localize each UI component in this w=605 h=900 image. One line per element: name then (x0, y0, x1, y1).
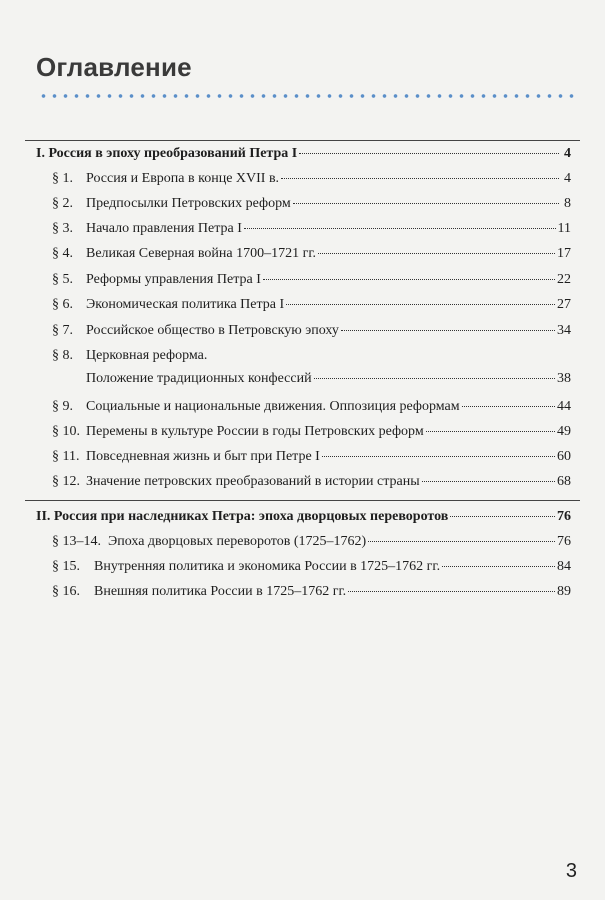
dot-leader (442, 566, 555, 567)
page-ref: 44 (557, 399, 571, 414)
page-ref: 68 (557, 474, 571, 489)
page-ref: 11 (557, 221, 571, 236)
page-ref: 8 (564, 196, 571, 211)
dot-leader (244, 228, 556, 229)
dot-leader (299, 153, 559, 154)
section-number: § 4. (52, 246, 73, 261)
toc-section-8-first-line[interactable] (52, 347, 207, 364)
section-number: § 8. (52, 348, 73, 363)
section-number: § 10. (52, 424, 80, 439)
toc-section-7[interactable] (52, 322, 571, 339)
section-title: Значение петровских преобразований в истории страны (86, 474, 420, 489)
dot-leader (450, 516, 555, 517)
page-title: Оглавление (36, 52, 192, 82)
toc-section-1[interactable] (52, 170, 571, 187)
section-title-continued: Положение традиционных конфессий (86, 371, 312, 386)
middle-rule (25, 500, 580, 501)
top-rule (25, 140, 580, 141)
page-ref: 38 (557, 371, 571, 386)
section-title: Великая Северная война 1700–1721 гг. (86, 246, 317, 261)
section-title: Предпосылки Петровских реформ (86, 196, 291, 211)
page-ref: 27 (557, 297, 571, 312)
section-title: Эпоха дворцовых переворотов (1725–1762) (108, 534, 367, 549)
section-title: Российское общество в Петровскую эпоху (86, 323, 339, 338)
section-title: Внешняя политика России в 1725–1762 гг. (94, 584, 347, 599)
section-title: Россия и Европа в конце XVII в. (86, 171, 280, 186)
dot-leader (462, 406, 555, 407)
section-number: § 11. (52, 449, 80, 464)
toc-section-5[interactable] (52, 271, 571, 288)
toc-section-6[interactable] (52, 296, 571, 313)
section-number: § 3. (52, 221, 73, 236)
dot-leader (341, 330, 555, 331)
dot-leader (426, 431, 555, 432)
section-number: § 13–14. (52, 534, 101, 549)
section-title: Начало правления Петра I (86, 221, 242, 236)
section-title: Повседневная жизнь и быт при Петре I (86, 449, 320, 464)
page-ref: 76 (557, 509, 571, 524)
section-title: Церковная реформа. (86, 348, 208, 363)
chapter-title: II. Россия при наследниках Петра: эпоха дворцовых переворотов (36, 509, 449, 524)
dotted-divider (38, 93, 578, 99)
page-ref: 4 (564, 146, 571, 161)
section-title: Реформы управления Петра I (86, 272, 261, 287)
section-title: Внутренняя политика и экономика России в 1725–1762 гг. (94, 559, 441, 574)
page-ref: 4 (564, 171, 571, 186)
dot-leader (422, 481, 555, 482)
toc-section-3[interactable] (52, 220, 571, 237)
dot-leader (281, 178, 559, 179)
toc-section-4[interactable] (52, 245, 571, 262)
toc-section-11[interactable] (52, 448, 571, 465)
section-number: § 2. (52, 196, 73, 211)
toc-section-9[interactable] (52, 398, 571, 415)
toc-section-8[interactable] (86, 370, 571, 387)
chapter-title: I. Россия в эпоху преобразований Петра I (36, 146, 298, 161)
dot-leader (318, 253, 555, 254)
page-ref: 34 (557, 323, 571, 338)
section-number: § 15. (52, 559, 80, 574)
dot-leader (314, 378, 555, 379)
toc-section-15[interactable] (52, 558, 571, 575)
page-ref: 22 (557, 272, 571, 287)
toc-chapter-2[interactable] (36, 508, 571, 525)
section-number: § 6. (52, 297, 73, 312)
page-ref: 84 (557, 559, 571, 574)
dot-leader (348, 591, 555, 592)
page-ref: 17 (557, 246, 571, 261)
toc-chapter-1[interactable] (36, 145, 571, 162)
section-title: Социальные и национальные движения. Оппозиция реформам (86, 399, 460, 414)
section-number: § 16. (52, 584, 80, 599)
dot-leader (322, 456, 555, 457)
section-title: Перемены в культуре России в годы Петровских реформ (86, 424, 424, 439)
dot-leader (263, 279, 555, 280)
section-number: § 7. (52, 323, 73, 338)
dot-leader (286, 304, 555, 305)
dot-leader (293, 203, 559, 204)
section-number: § 12. (52, 474, 80, 489)
toc-section-2[interactable] (52, 195, 571, 212)
section-number: § 1. (52, 171, 73, 186)
toc-section-16[interactable] (52, 583, 571, 600)
dot-leader (368, 541, 555, 542)
section-title: Экономическая политика Петра I (86, 297, 285, 312)
page-ref: 49 (557, 424, 571, 439)
toc-section-12[interactable] (52, 473, 571, 490)
section-number: § 5. (52, 272, 73, 287)
toc-section-13-14[interactable] (52, 533, 571, 550)
page-ref: 89 (557, 584, 571, 599)
section-number: § 9. (52, 399, 73, 414)
page-ref: 60 (557, 449, 571, 464)
toc-section-10[interactable] (52, 423, 571, 440)
page-ref: 76 (557, 534, 571, 549)
page-number: 3 (565, 860, 577, 882)
